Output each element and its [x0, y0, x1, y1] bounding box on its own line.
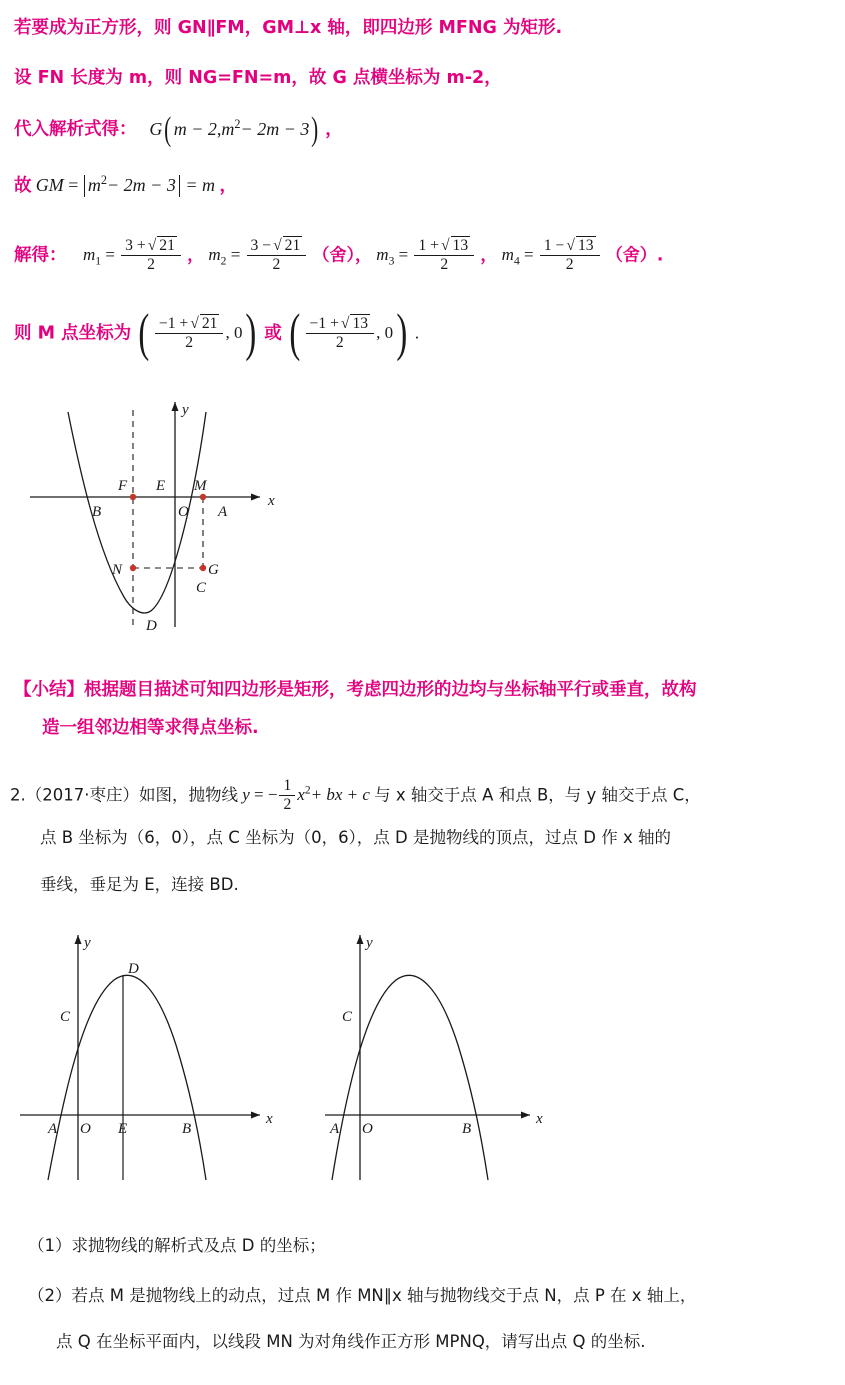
problem-2-line-1	[10, 778, 701, 815]
m-point-1-radicand: 21	[201, 314, 218, 332]
m-point-2-den: 2	[335, 333, 344, 351]
svg-text:C: C	[196, 580, 207, 596]
problem-2-formula-frac-den: 2	[283, 795, 292, 813]
svg-text:A: A	[48, 1121, 58, 1137]
problem-2-formula-eq: =	[254, 785, 264, 805]
svg-text:C: C	[342, 1009, 353, 1025]
root-1-num	[121, 237, 181, 256]
svg-text:C: C	[60, 1009, 71, 1025]
formula-GM-eq2: = m	[185, 175, 215, 195]
line6-prefix: 则 M 点坐标为	[14, 323, 132, 344]
m-point-1-num	[155, 315, 224, 334]
problem-2-question-1: （1）求抛物线的解析式及点 D 的坐标；	[28, 1236, 326, 1255]
svg-text:F: F	[118, 478, 128, 494]
formula-GM-abs-rest: − 2m − 3	[107, 175, 176, 195]
problem-2-formula	[242, 777, 374, 813]
root-4-sqrt: √ 13	[566, 237, 594, 254]
root-3-num	[414, 237, 474, 256]
line3-prefix: 代入解析式得：	[14, 119, 137, 140]
svg-text:E: E	[156, 478, 166, 494]
line5-prefix: 解得：	[14, 245, 67, 266]
root-3-sqrt: √ 13	[440, 237, 469, 254]
solution-line-6	[14, 304, 420, 362]
root-2: $m_2$ = $\frac{3 - √ 21}{2}$	[208, 245, 312, 264]
figure-parabola-2	[10, 925, 570, 1195]
root-2-name: m	[208, 245, 221, 265]
summary-line-1	[14, 680, 697, 701]
root-2-note: （舍）	[312, 245, 356, 266]
problem-2-question-2-line-1: （2）若点 M 是抛物线上的动点，过点 M 作 MN∥x 轴与抛物线交于点 N，点 P 在 x 轴上，	[28, 1286, 697, 1305]
root-4-den: 2	[565, 255, 574, 273]
root-4-name: m	[501, 245, 514, 265]
formula-G-arg2-exp: 2	[234, 116, 241, 131]
m-point-2-second: , 0	[376, 323, 394, 343]
root-1-den: 2	[147, 255, 155, 273]
formula-GM-abs	[84, 175, 180, 197]
problem-2-formula-neg: −	[267, 785, 278, 805]
m-point-1-num-lead: −1 +	[158, 314, 189, 332]
figure-1-svg	[20, 392, 320, 642]
svg-text:y: y	[84, 935, 91, 951]
problem-2-formula-frac	[279, 777, 295, 814]
m-point-1-den: 2	[185, 333, 194, 351]
root-3: $m_3$ = $\frac{1 + √ 13}{2}$	[376, 245, 480, 264]
formula-G-label: G	[149, 118, 163, 139]
solution-line-1: 若要成为正方形，则 GN∥FM，GM⊥x 轴，即四边形 MFNG 为矩形.	[14, 18, 563, 38]
root-1-frac	[121, 237, 181, 274]
formula-GM-lhs: GM	[35, 175, 64, 195]
line4-prefix: 故	[14, 176, 32, 196]
root-4-radicand: 13	[577, 237, 594, 254]
m-point-1-sqrt: √ 21	[190, 314, 218, 332]
formula-GM	[36, 175, 220, 195]
m-point-2-num	[306, 315, 375, 334]
solution-line-2: 设 FN 长度为 m，则 NG=FN=m，故 G 点横坐标为 m-2，	[14, 68, 502, 88]
root-3-frac	[414, 237, 474, 274]
svg-text:O: O	[80, 1121, 91, 1137]
root-2-sub: 2	[220, 254, 227, 268]
root-4: $m_4$ = $\frac{1 - √ 13}{2}$	[502, 245, 606, 264]
root-3-sub: 3	[388, 254, 395, 268]
formula-G-arg1: m − 2	[173, 118, 217, 139]
problem-2-text-a: 如图，抛物线	[139, 785, 238, 805]
problem-2-number: 2.	[10, 785, 26, 805]
svg-text:D: D	[146, 618, 157, 634]
root-3-radicand: 13	[452, 237, 469, 254]
formula-G-arg2-base: m	[221, 118, 235, 139]
svg-text:B: B	[92, 504, 102, 520]
root-4-num	[540, 237, 600, 256]
problem-2-source: （2017·枣庄）	[25, 785, 139, 805]
summary-text-2: 造一组邻边相等求得点坐标.	[42, 718, 259, 738]
formula-GM-abs-exp: 2	[100, 173, 108, 187]
problem-2-formula-x: x	[297, 785, 305, 805]
problem-2-text-b: 与 x 轴交于点 A 和点 B，与 y 轴交于点 C，	[374, 785, 701, 805]
svg-text:B: B	[182, 1121, 192, 1137]
problem-2-formula-y: y	[242, 785, 250, 805]
line6-or: 或	[264, 323, 282, 344]
svg-text:y: y	[366, 935, 373, 951]
svg-text:M: M	[194, 478, 207, 494]
problem-2-formula-exp: 2	[304, 783, 311, 797]
root-1-radicand: 21	[159, 237, 175, 254]
problem-2-line-2: 点 B 坐标为（6，0），点 C 坐标为（0，6），点 D 是抛物线的顶点，过点 D 作 x 轴的	[40, 828, 671, 847]
svg-text:A: A	[330, 1121, 340, 1137]
problem-2-line-3: 垂线，垂足为 E，连接 BD.	[40, 875, 239, 894]
problem-2-question-2-line-2: 点 Q 在坐标平面内，以线段 MN 为对角线作正方形 MPNQ，请写出点 Q 的坐标.	[56, 1332, 646, 1351]
formula-G: G( $m - 2,m^2- 2m - 3$)	[149, 111, 319, 148]
root-4-sub: 4	[513, 254, 520, 268]
root-1-sqrt: √ 21	[147, 237, 175, 254]
m-point-2-sqrt: √ 13	[340, 314, 369, 332]
root-1-sub: 1	[95, 254, 102, 268]
root-2-num	[247, 237, 307, 256]
root-3-num-lead: 1 +	[418, 237, 439, 254]
root-2-radicand: 21	[284, 237, 301, 254]
svg-text:x: x	[266, 1111, 273, 1127]
root-2-sqrt: √ 21	[273, 237, 301, 254]
formula-GM-eq: =	[68, 175, 79, 195]
root-4-note: （舍）	[605, 245, 657, 266]
svg-text:N: N	[112, 562, 123, 578]
root-3-den: 2	[440, 255, 449, 273]
svg-text:O: O	[362, 1121, 373, 1137]
root-4-num-lead: 1 −	[543, 237, 565, 254]
svg-text:E: E	[118, 1121, 128, 1137]
m-point-1: ( $\frac{-1 + √ 21}{2}$ , 0)	[138, 304, 257, 362]
summary-text-1: 根据题目描述可知四边形是矩形，考虑四边形的边均与坐标轴平行或垂直，故构	[84, 680, 697, 700]
line3-comma: ，	[325, 119, 343, 140]
root-3-name: m	[376, 245, 389, 265]
svg-text:O: O	[178, 504, 189, 520]
svg-text:A: A	[218, 504, 228, 520]
solution-line-5: 解得： $m_1$ = $\frac{3 + √ 21}{2}$ ， $m_2$ = $\frac{3 - √ 21}{2}$ （舍）， $m_3$ = $\frac{1 + √ 13}{2}$ ， $m_4$ = $\frac{1 - √ 13}{2}$ （舍）.	[14, 237, 664, 273]
m-point-1-frac	[155, 315, 224, 352]
root-1-name: m	[83, 245, 96, 265]
problem-2-formula-rest: + bx + c	[310, 785, 370, 805]
summary-tag: 【小结】	[14, 680, 84, 700]
solution-line-3	[14, 111, 343, 148]
svg-text:x: x	[536, 1111, 543, 1127]
line4-comma: ，	[219, 176, 237, 196]
svg-text:x: x	[268, 493, 275, 509]
figure-2-left	[20, 935, 273, 1180]
root-2-num-lead: 3 −	[250, 237, 272, 254]
svg-text:B: B	[462, 1121, 472, 1137]
root-4-frac	[540, 237, 600, 274]
svg-text:G: G	[208, 562, 219, 578]
figure-2-right	[325, 935, 543, 1180]
problem-2-formula-frac-num: 1	[279, 777, 295, 796]
solution-line-4	[14, 175, 237, 197]
figure-2-svg	[10, 925, 570, 1195]
m-point-1-second: , 0	[225, 323, 243, 343]
formula-GM-abs-base: m	[87, 175, 101, 195]
svg-text:y: y	[182, 402, 189, 418]
m-point-2: ( $\frac{-1 + √ 13}{2}$ , 0)	[289, 304, 408, 362]
m-point-2-frac	[306, 315, 375, 352]
svg-text:D: D	[128, 961, 139, 977]
m-point-2-num-lead: −1 +	[309, 314, 339, 332]
formula-G-arg2-rest: − 2m − 3	[240, 118, 310, 139]
root-1: $m_1$ = $\frac{3 + √ 21}{2}$	[83, 245, 187, 264]
line6-end: .	[414, 323, 420, 343]
m-point-2-radicand: 13	[352, 314, 369, 332]
figure-parabola-1	[20, 392, 320, 642]
root-2-den: 2	[272, 255, 281, 273]
root-2-frac	[247, 237, 307, 274]
root-1-num-lead: 3 +	[125, 237, 146, 254]
